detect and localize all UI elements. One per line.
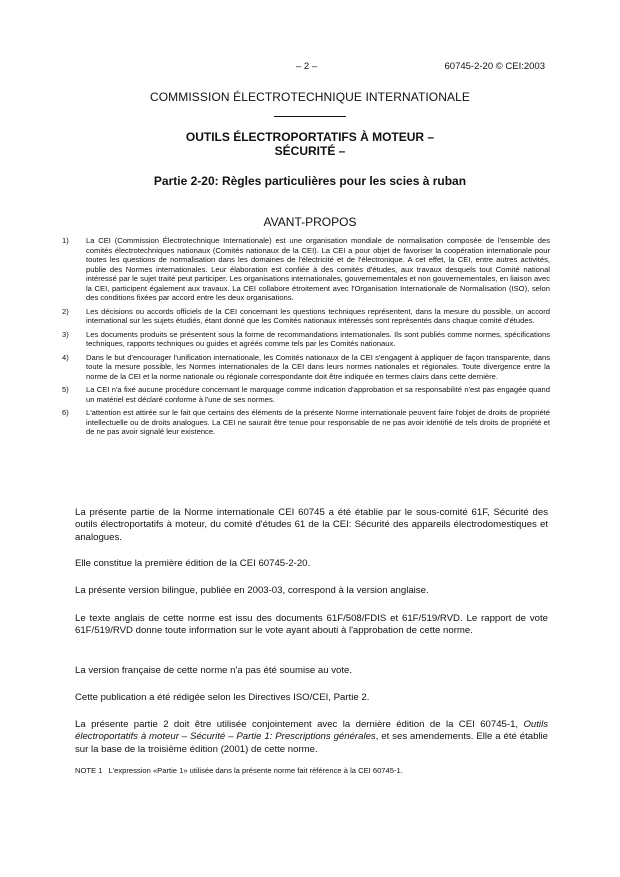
- part-title: Partie 2-20: Règles particulières pour les scies à ruban: [153, 174, 467, 188]
- item-text: L'attention est attirée sur le fait que certains des éléments de la présente Norme internationale peuvent faire l'objet de droits de propriété intellectuelle ou de droits analogues. La CEI ne saurait être tenue pour responsable de ne pas avoir identifié de tels droits de propriété et de ne pas avoir signalé leur existence.: [86, 408, 550, 436]
- foreword-item: [62, 353, 550, 382]
- page-number: – 2 –: [296, 61, 318, 72]
- paragraph-directives: Cette publication a été rédigée selon les Directives ISO/CEI, Partie 2.: [75, 692, 370, 703]
- paragraph-italic-title: Outils électroportatifs à moteur – Sécurité – Partie 1: Prescriptions générales: [75, 719, 548, 743]
- item-text: La CEI (Commission Électrotechnique Internationale) est une organisation mondiale de normalisation composée de l'ensemble des comités électrotechniques nationaux (Comités nationaux de la CEI). La CEI a pour objet de favoriser la coopération internationale pour toutes les questions de normalisation dans les domaines de l'électricité et de l'électronique. A cet effet, la CEI, entre autres activités, publie des Normes internationales. Leur élaboration est confiée à des comités d'études, aux travaux desquels tout Comité national intéressé par le sujet traité peut participer. Les organisations internationales, gouvernementales et non gouvernementales, en liaison avec la CEI, participent également aux travaux. La CEI collabore étroitement avec l'Organisation Internationale de Normalisation (ISO), selon des conditions fixées par accord entre les deux organisations.: [86, 236, 550, 302]
- item-text: Les décisions ou accords officiels de la CEI concernant les questions techniques représentent, dans la mesure du possible, un accord international sur les sujets étudiés, étant donné que les Comités nationaux intéressés sont représentés dans chaque comité d'études.: [86, 306, 550, 325]
- item-number: 3): [62, 329, 69, 339]
- paragraph-committee: La présente partie de la Norme internationale CEI 60745 a été établie par le sous-comité 61F, Sécurité des outils électroportatifs à moteur, du comité d'études 61 de la CEI: Sécurité des appareils électrodomestiques et analogues.: [75, 507, 548, 543]
- item-number: 4): [62, 352, 69, 362]
- item-text: Les documents produits se présentent sous la forme de recommandations internationales. Ils sont publiés comme normes, spécifications techniques, rapports techniques ou guides et agréés comme tels par les Comités nationaux.: [86, 329, 550, 348]
- foreword-item: [62, 307, 550, 326]
- note: [75, 766, 548, 775]
- item-text: Dans le but d'encourager l'unification internationale, les Comités nationaux de la CEI s'engagent à appliquer de façon transparente, dans toute la mesure possible, les Normes internationales de la CEI dans leurs normes nationales et régionales. Toute divergence entre la norme de la CEI et la norme nationale ou régionale correspondante doit être indiquée en termes clairs dans cette dernière.: [86, 352, 550, 381]
- foreword-list: [62, 236, 550, 441]
- document-reference: 60745-2-20 © CEI:2003: [444, 61, 545, 72]
- paragraph-bilingual: La présente version bilingue, publiée en 2003-03, correspond à la version anglaise.: [75, 585, 429, 596]
- foreword-item: [62, 236, 550, 303]
- paragraph-part1-reference: [75, 719, 548, 756]
- item-text: La CEI n'a fixé aucune procédure concernant le marquage comme indication d'approbation et sa responsabilité n'est pas engagée quand un matériel est déclaré conforme à l'une de ses normes.: [86, 385, 550, 404]
- foreword-item: [62, 408, 550, 437]
- paragraph-french-version: La version française de cette norme n'a pas été soumise au vote.: [75, 665, 353, 676]
- title-line-1: OUTILS ÉLECTROPORTATIFS À MOTEUR –: [185, 130, 435, 144]
- foreword-item: [62, 385, 550, 404]
- item-number: 5): [62, 385, 69, 394]
- item-number: 1): [62, 236, 69, 245]
- title-line-2: SÉCURITÉ –: [274, 144, 346, 158]
- paragraph-edition: Elle constitue la première édition de la CEI 60745-2-20.: [75, 558, 311, 569]
- paragraph-text: La présente partie 2 doit être utilisée conjointement avec la dernière édition de la CEI 60745-1,: [75, 719, 524, 730]
- item-number: 2): [62, 306, 69, 316]
- section-heading: AVANT-PROPOS: [263, 215, 357, 229]
- foreword-item: [62, 330, 550, 349]
- note-label: NOTE 1: [75, 766, 103, 775]
- paragraph-voting: Le texte anglais de cette norme est issu des documents 61F/508/FDIS et 61F/519/RVD. Le rapport de vote 61F/519/RVD donne toute information sur le vote ayant abouti à l'approbation de cette norme.: [75, 613, 548, 637]
- document-title: [0, 130, 620, 158]
- title-divider: [274, 116, 346, 117]
- paragraph-text: , et ses amendements. Elle a été établie sur la base de la troisième édition (2001) de cette norme.: [75, 731, 549, 755]
- organization-name: COMMISSION ÉLECTROTECHNIQUE INTERNATIONALE: [149, 90, 470, 104]
- note-text: L'expression «Partie 1» utilisée dans la présente norme fait référence à la CEI 60745-1.: [108, 766, 403, 775]
- item-number: 6): [62, 408, 69, 417]
